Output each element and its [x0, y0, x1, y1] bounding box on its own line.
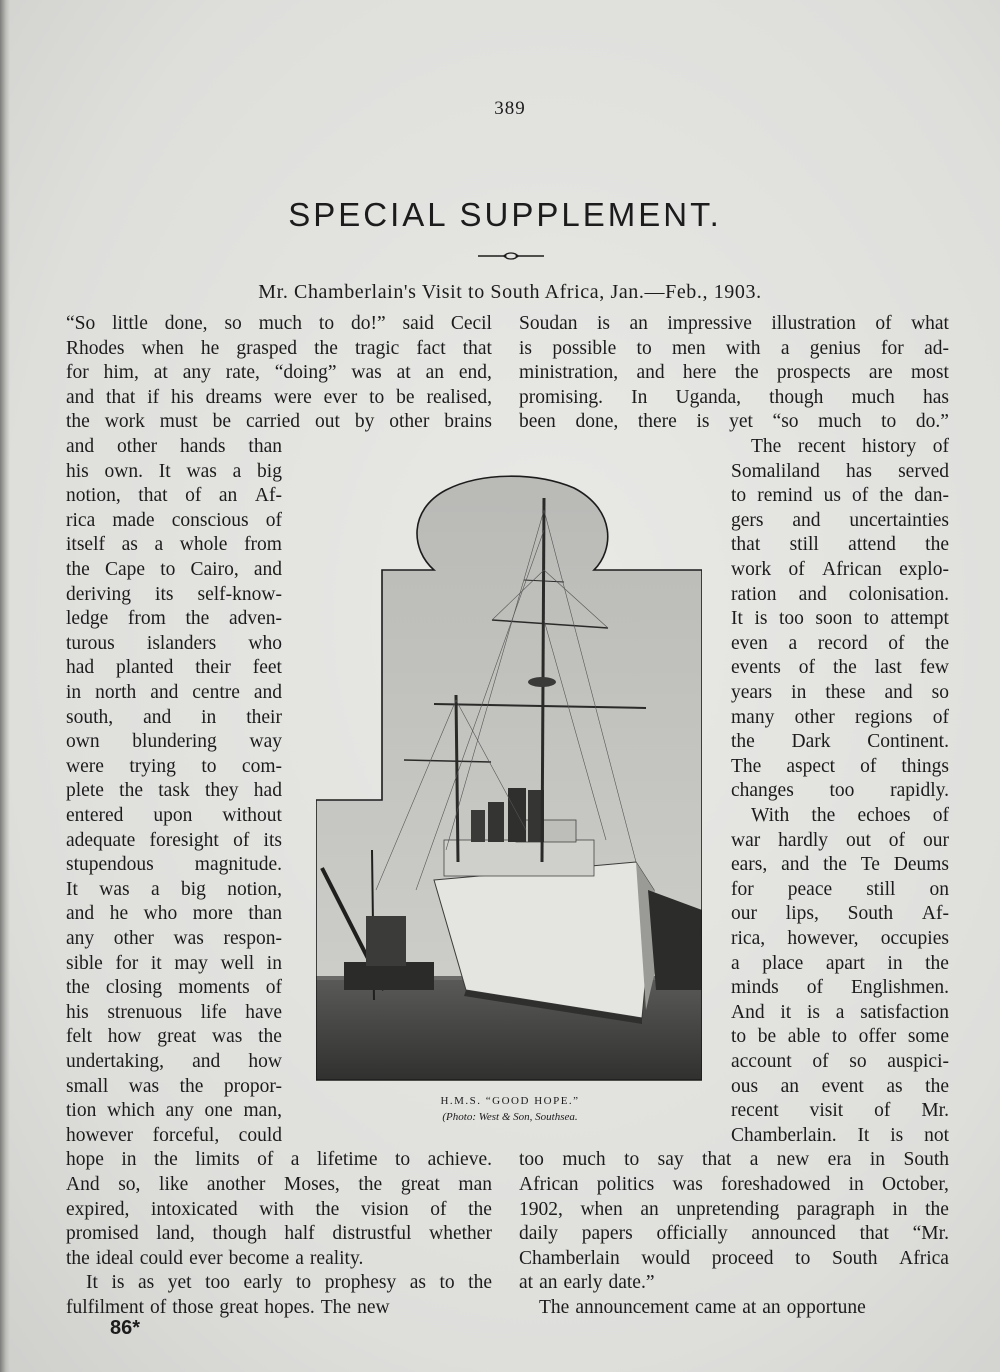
text-line: events of the last few	[731, 657, 949, 679]
text-line: sible for it may well in	[66, 952, 282, 974]
text-line: for him, at any rate, “doing” was at an end,	[66, 362, 492, 384]
text-line: And so, like another Moses, the great man	[66, 1174, 492, 1195]
figure-caption: H.M.S. “GOOD HOPE.”	[440, 1095, 580, 1107]
text-line: that still attend the	[731, 534, 949, 556]
text-line: his own. It was a big	[66, 460, 282, 482]
text-line: in north and centre and	[66, 682, 282, 703]
text-line: ledge from the adven-	[66, 608, 282, 630]
text-line: gers and uncertainties	[731, 509, 949, 531]
text-line: to be able to offer some	[731, 1026, 949, 1048]
text-line: daily papers officially announced that “Mr.	[519, 1223, 949, 1245]
text-line: Rhodes when he grasped the tragic fact that	[66, 337, 492, 359]
text-line: African politics was foreshadowed in October,	[519, 1174, 949, 1195]
text-line: the ideal could ever become a reality.	[66, 1247, 364, 1269]
text-line: many other regions of	[731, 706, 949, 728]
text-line: the Cape to Cairo, and	[66, 559, 282, 580]
text-line: 1902, when an unpretending paragraph in the	[519, 1198, 949, 1220]
text-line: entered upon without	[66, 805, 282, 826]
text-line: for peace still on	[731, 878, 949, 900]
text-line: Chamberlain would proceed to South Africa	[519, 1247, 949, 1269]
text-line: rica, however, occupies	[731, 928, 949, 949]
text-line: ministration, and here the prospects are most	[519, 362, 949, 384]
text-line: undertaking, and how	[66, 1051, 282, 1072]
page-number: 389	[494, 98, 526, 119]
text-line: is possible to men with a genius for ad-	[519, 337, 949, 359]
text-line: The recent history of	[751, 436, 949, 457]
text-line: work of African explo-	[731, 559, 949, 580]
text-line: and that if his dreams were ever to be realised,	[66, 386, 492, 408]
section-heading: SPECIAL SUPPLEMENT.	[288, 196, 722, 233]
text-line: ears, and the Te Deums	[731, 854, 949, 876]
text-line: “So little done, so much to do!” said Cecil	[66, 313, 492, 334]
text-line: It is as yet too early to prophesy as to the	[86, 1272, 492, 1294]
text-line: years in these and so	[731, 682, 949, 703]
text-line: It is too soon to attempt	[731, 608, 949, 630]
text-line: minds of Englishmen.	[731, 977, 949, 999]
text-line: and he who more than	[66, 903, 282, 925]
text-line: And it is a satisfaction	[731, 1001, 949, 1023]
text-line: small was the propor-	[66, 1075, 282, 1097]
text-line: adequate foresight of its	[66, 829, 282, 851]
text-line: any other was respon-	[66, 928, 282, 949]
text-line: his strenuous life have	[66, 1001, 282, 1023]
text-line: been done, there is yet “so much to do.”	[519, 411, 949, 433]
text-line: itself as a whole from	[66, 534, 282, 556]
text-line: own blundering way	[66, 731, 282, 753]
text-line: felt how great was the	[66, 1026, 282, 1048]
text-line: With the echoes of	[751, 805, 949, 826]
text-line: at an early date.”	[519, 1272, 655, 1294]
text-line: ration and colonisation.	[731, 583, 949, 605]
text-line: even a record of the	[731, 632, 949, 654]
text-line: too much to say that a new era in South	[519, 1149, 949, 1171]
text-line: fulfilment of those great hopes. The new	[66, 1297, 390, 1318]
text-line: to remind us of the dan-	[731, 485, 949, 507]
text-line: promised land, though half distrustful whether	[66, 1223, 492, 1245]
text-line: expired, intoxicated with the vision of the	[66, 1198, 492, 1220]
text-line: were trying to com-	[66, 755, 282, 777]
text-line: The announcement came at an opportune	[539, 1297, 866, 1318]
text-line: It was a big notion,	[66, 878, 282, 900]
text-line: and other hands than	[66, 436, 282, 457]
text-line: tion which any one man,	[66, 1100, 282, 1122]
text-line: Somaliland has served	[731, 460, 949, 482]
text-line: a place apart in the	[731, 952, 949, 974]
text-line: rica made conscious of	[66, 509, 282, 531]
text-line: deriving its self-know-	[66, 583, 282, 605]
text-line: The aspect of things	[731, 755, 949, 777]
text-line: the Dark Continent.	[731, 731, 949, 753]
text-line: the closing moments of	[66, 977, 282, 999]
text-line: the work must be carried out by other brains	[66, 411, 492, 433]
text-line: notion, that of an Af-	[66, 485, 282, 507]
text-line: turous islanders who	[66, 632, 282, 654]
article-subheading: Mr. Chamberlain's Visit to South Africa, Jan.—Feb., 1903.	[258, 281, 762, 303]
text-line: promising. In Uganda, though much has	[519, 386, 949, 408]
text-line: changes too rapidly.	[731, 780, 949, 802]
text-line: south, and in their	[66, 706, 282, 728]
text-line: plete the task they had	[66, 780, 282, 802]
text-line: however forceful, could	[66, 1124, 282, 1146]
text-line: war hardly out of our	[731, 829, 949, 851]
figure-credit: (Photo: West & Son, Southsea.	[442, 1111, 578, 1123]
text-line: recent visit of Mr.	[731, 1100, 949, 1122]
text-line: stupendous magnitude.	[66, 854, 282, 876]
divider-ornament-icon	[476, 250, 546, 262]
text-line: ous an event as the	[731, 1075, 949, 1097]
text-line: had planted their feet	[66, 657, 282, 679]
text-line: Soudan is an impressive illustration of what	[519, 313, 949, 334]
text-line: Chamberlain. It is not	[731, 1124, 949, 1146]
ship-photograph	[316, 470, 702, 1086]
signature-mark: 86*	[110, 1317, 141, 1339]
text-line: account of so auspici-	[731, 1051, 949, 1072]
text-line: hope in the limits of a lifetime to achieve.	[66, 1149, 492, 1171]
text-line: our lips, South Af-	[731, 903, 949, 925]
